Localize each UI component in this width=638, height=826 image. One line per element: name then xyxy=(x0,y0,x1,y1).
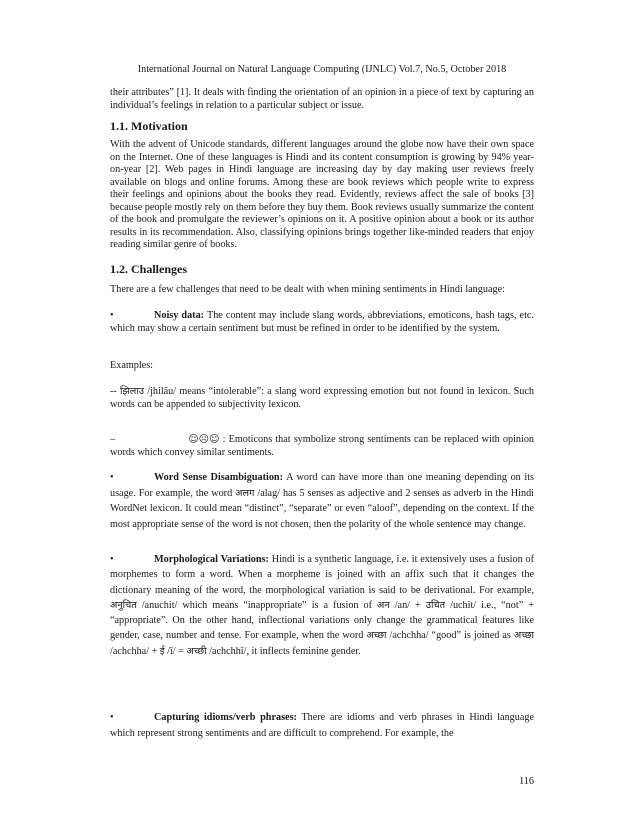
morph-lead: Morphological Variations: xyxy=(154,554,269,565)
example-dash: -- xyxy=(110,386,117,397)
morph-text-b: derivational. For example, xyxy=(424,584,535,596)
hindi-word-anuchit: अनुचित xyxy=(110,599,137,611)
morph-text-a: Hindi is a synthetic language, i.e. it extensively uses a fusion of morphemes to form a word. When a morpheme is joined with an affix such that it changes the dictionary meaning of the word, the morphological variation is said xyxy=(110,554,534,596)
challenges-heading: 1.2. Challenges xyxy=(110,262,188,276)
morph-text-c: /anuchit/ which means “inappropriate” is a xyxy=(141,599,329,611)
morph-text-d: /an/ + xyxy=(394,599,421,611)
journal-header: International Journal on Natural Language Computing (IJNLC) Vol.7, No.5, October 2018 xyxy=(137,64,507,75)
idioms-item xyxy=(110,710,534,742)
motivation-heading: 1.1. Motivation xyxy=(110,119,188,133)
morph-text-g: /achchha/ + xyxy=(110,645,158,657)
idioms-text: There are idioms and verb phrases in Hindi language which represent strong sentiments and are difficult to comprehend. For example, the xyxy=(110,712,534,739)
hindi-word-jhilau: झिलाउ xyxy=(120,386,145,397)
examples-label: Examples: xyxy=(110,360,154,371)
noisy-data-lead: Noisy data: xyxy=(154,310,205,321)
example-emoticons-text: : Emoticons that symbolize strong sentiments can be replaced with opinion words which convey similar sentiments. xyxy=(110,434,535,458)
bullet-icon: • xyxy=(110,712,114,723)
wsd-text-b: /alag/ has 5 senses as adjective and 2 senses as adverb in the Hindi WordNet lexicon. It could mean “distinct”, “separate” or even “aloof”, depending on the context. If the most appropriate sense of the word is not chosen, then the polarity of the whole sentence may change. xyxy=(110,487,535,530)
wsd-lead: Word Sense Disambiguation: xyxy=(154,472,283,483)
intro-paragraph: their attributes” [1]. It deals with finding the orientation of an opinion in a piece of text by capturing an individual’s feelings in relation to a particular subject or issue. xyxy=(110,87,534,111)
page-number: 116 xyxy=(519,776,534,787)
emoticons-icon: ☺☹☺ xyxy=(188,434,220,445)
hindi-char-ii: ई xyxy=(159,645,165,657)
hindi-word-uchit: उचित xyxy=(425,599,446,611)
morph-text-f: /achchha/ “good” is joined as xyxy=(389,630,511,642)
morph-item xyxy=(110,552,534,659)
noisy-data-item xyxy=(110,310,534,335)
wsd-text-a: A word can have more than one meaning depending on its usage. For example, the word xyxy=(110,472,535,499)
challenges-intro: There are a few challenges that need to be dealt with when mining sentiments in Hindi language: xyxy=(110,284,505,295)
hindi-word-achchha-2: अच्छा xyxy=(513,630,534,642)
hindi-word-achchha: अच्छा xyxy=(366,630,387,642)
idioms-lead: Capturing idioms/verb phrases: xyxy=(154,712,297,723)
morph-to-be: to be xyxy=(399,584,421,596)
morph-text-e: /uchit/ i.e., “not” + “appropriate”. On the other hand, inflectional variations only change the grammatical features like gender, case, number and tense. For example, when the word xyxy=(110,599,534,642)
noisy-data-text: The content may include slang words, abbreviations, emoticons, hash tags, etc. which may show a certain sentiment but must be refined in order to be identified by the system. xyxy=(110,310,534,334)
morph-text-i: /achchhī/, it inflects feminine gender. xyxy=(209,645,361,657)
example-dash: – xyxy=(110,434,116,445)
hindi-word-an: अन xyxy=(377,599,390,611)
motivation-paragraph: With the advent of Unicode standards, different languages around the globe now have their own space on the Internet. One of these languages is Hindi and its content consumption is growing by 94% year-on-year [2]. Web pages in Hindi language are increasing day by day making user reviews freely available on blogs and online forums. Among these are book reviews which people write to express their feelings and opinions about the books they read. Evidently, reviews affect the sale of books [3] because people mostly rely on them before they buy them. Book reviews usually summarize the content of the book and promulgate the reviewer’s opinions on it. A positive opinion about a book or its author results in its recommendation. Also, classifying opinions brings together like-minded readers that enjoy reading similar genre of books. xyxy=(110,139,534,250)
bullet-icon: • xyxy=(110,310,114,321)
hindi-word-achchhi: अच्छी xyxy=(186,645,207,657)
wsd-item xyxy=(110,470,534,532)
morph-text-h: /ī/ = xyxy=(167,645,184,657)
example-slang-text: /jhilāu/ means “intolerable”: a slang word expressing emotion but not found in lexicon. Such words can be appended to subjectivity lexicon. xyxy=(110,386,535,410)
example-slang xyxy=(110,386,534,411)
morph-fusion: fusion of xyxy=(333,599,373,611)
example-emoticons xyxy=(110,434,534,459)
bullet-icon: • xyxy=(110,554,114,565)
bullet-icon: • xyxy=(110,472,114,483)
hindi-word-alag: अलग xyxy=(235,487,255,499)
